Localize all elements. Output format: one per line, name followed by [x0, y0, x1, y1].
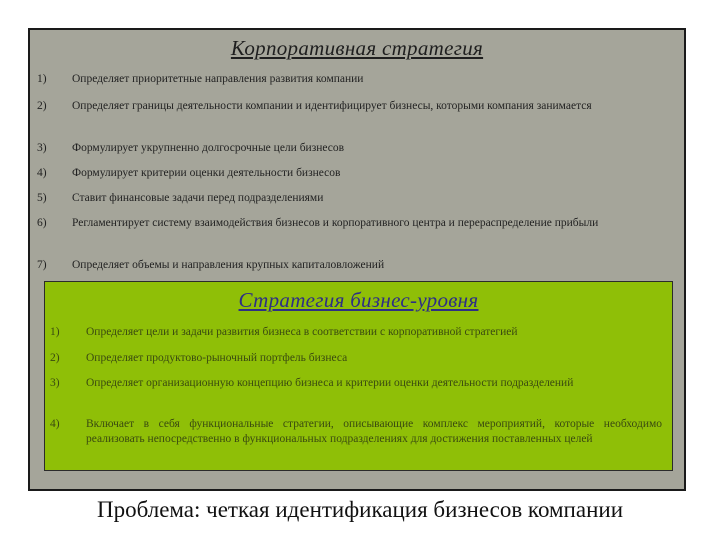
item-text: Определяет организационную концепцию бизнеса и критерии оценки деятельности подразделений — [86, 377, 574, 389]
item-text: Ставит финансовые задачи перед подразделениями — [72, 192, 324, 204]
item-number: 5) — [37, 192, 47, 204]
item-text: Формулирует критерии оценки деятельности бизнесов — [72, 167, 341, 179]
business-strategy-box — [44, 281, 673, 471]
item-number: 2) — [50, 352, 60, 364]
business-strategy-title: Стратегия бизнес-уровня — [238, 288, 479, 312]
item-number: 3) — [50, 377, 60, 389]
item-number: 1) — [50, 326, 60, 338]
item-text: Определяет цели и задачи развития бизнеса в соответствии с корпоративной стратегией — [86, 326, 518, 338]
item-number: 6) — [37, 217, 47, 229]
item-number: 3) — [37, 142, 47, 154]
item-text: Определяет границы деятельности компании и идентифицирует бизнесы, которыми компания занимается — [72, 100, 592, 112]
item-text: Формулирует укрупненно долгосрочные цели бизнесов — [72, 142, 345, 154]
footer-problem-statement: Проблема: четкая идентификация бизнесов компании — [96, 497, 623, 522]
item-text: Определяет объемы и направления крупных капиталовложений — [72, 259, 385, 271]
item-number: 4) — [37, 167, 47, 179]
item-number: 2) — [37, 100, 47, 112]
item-number: 7) — [37, 259, 47, 271]
item-text: Определяет приоритетные направления развития компании — [72, 73, 364, 85]
slide-frame — [28, 28, 686, 491]
item-text: Определяет продуктово-рыночный портфель бизнеса — [86, 352, 348, 364]
item-number: 4) — [50, 418, 60, 430]
item-number: 1) — [37, 73, 47, 85]
item-text: Регламентирует систему взаимодействия бизнесов и корпоративного центра и перераспределение прибыли — [72, 217, 599, 229]
corporate-strategy-title: Корпоративная стратегия — [230, 36, 484, 60]
item-text: Включает в себя функциональные стратегии, описывающие комплекс мероприятий, которые необходимо реализовать непосредственно в функциональных подразделениях для достижения поставленных целей — [86, 418, 662, 445]
